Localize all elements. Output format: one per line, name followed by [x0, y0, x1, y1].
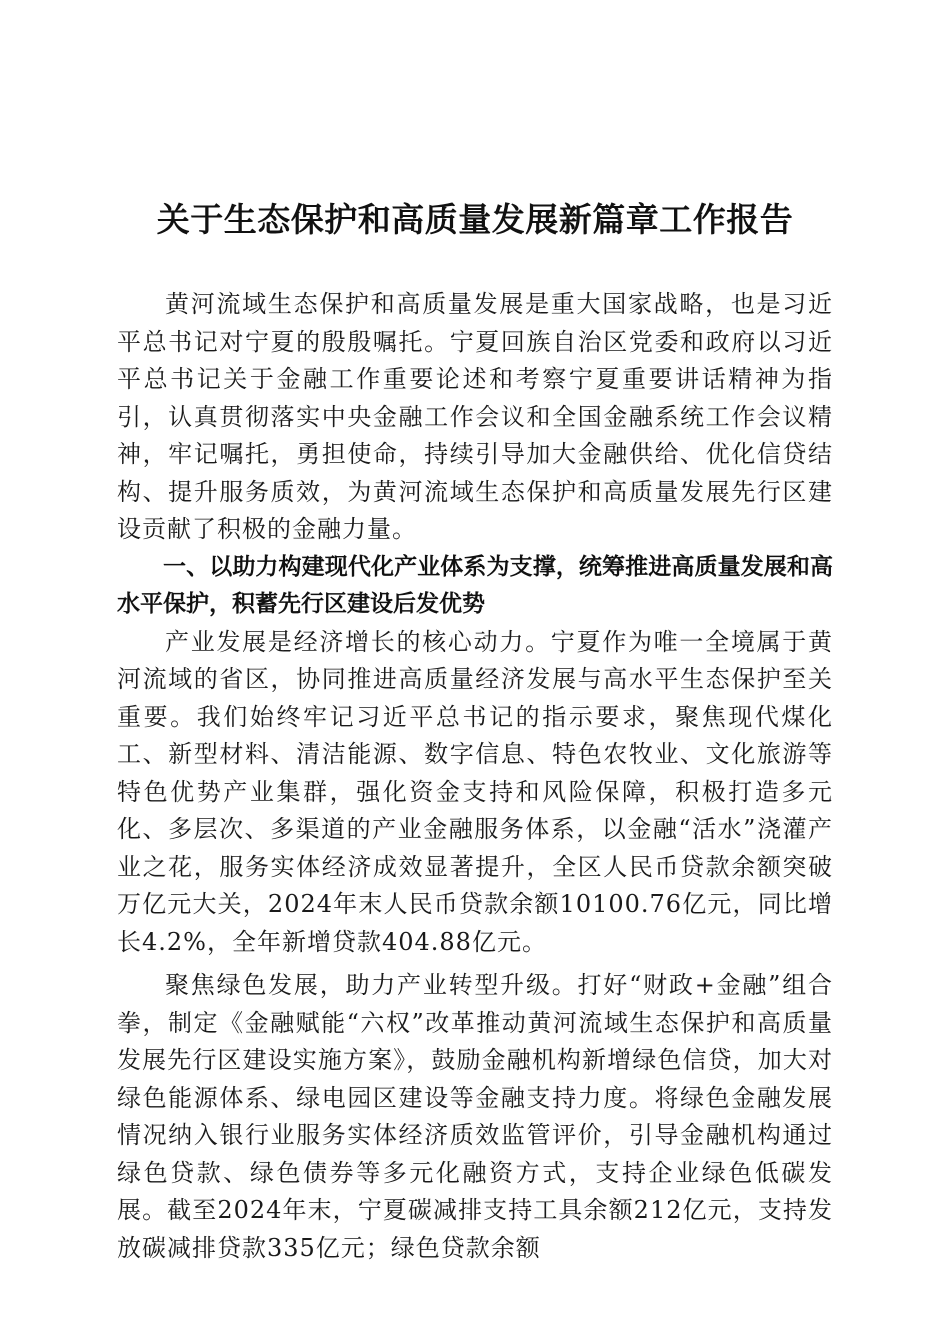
section-heading-1: 一、以助力构建现代化产业体系为支撑，统筹推进高质量发展和高水平保护，积蓄先行区建设后发优势 — [117, 553, 833, 617]
document-body — [117, 286, 833, 1267]
section-1-paragraph-2: 聚焦绿色发展，助力产业转型升级。打好“财政+金融”组合拳，制定《金融赋能“六权”改革推动黄河流域生态保护和高质量发展先行区建设实施方案》，鼓励金融机构新增绿色信贷，加大对绿色能源体系、绿电园区建设等金融支持力度。将绿色金融发展情况纳入银行业服务实体经济质效监管评价，引导金融机构通过绿色贷款、绿色债券等多元化融资方式，支持企业绿色低碳发展。截至2024年末，宁夏碳减排支持工具余额212亿元，支持发放碳减排贷款335亿元；绿色贷款余额 — [117, 971, 833, 1262]
document-title: 关于生态保护和高质量发展新篇章工作报告 — [156, 200, 794, 239]
section-1-paragraph-1: 产业发展是经济增长的核心动力。宁夏作为唯一全境属于黄河流域的省区，协同推进高质量经济发展与高水平生态保护至关重要。我们始终牢记习近平总书记的指示要求，聚焦现代煤化工、新型材料、清洁能源、数字信息、特色农牧业、文化旅游等特色优势产业集群，强化资金支持和风险保障，积极打造多元化、多层次、多渠道的产业金融服务体系，以金融“活水”浇灌产业之花，服务实体经济成效显著提升，全区人民币贷款余额突破万亿元大关，2024年末人民币贷款余额10100.76亿元，同比增长4.2%，全年新增贷款404.88亿元。 — [117, 627, 833, 956]
intro-paragraph: 黄河流域生态保护和高质量发展是重大国家战略，也是习近平总书记对宁夏的殷殷嘱托。宁夏回族自治区党委和政府以习近平总书记关于金融工作重要论述和考察宁夏重要讲话精神为指引，认真贯彻落实中央金融工作会议和全国金融系统工作会议精神，牢记嘱托，勇担使命，持续引导加大金融供给、优化信贷结构、提升服务质效，为黄河流域生态保护和高质量发展先行区建设贡献了积极的金融力量。 — [117, 290, 833, 543]
